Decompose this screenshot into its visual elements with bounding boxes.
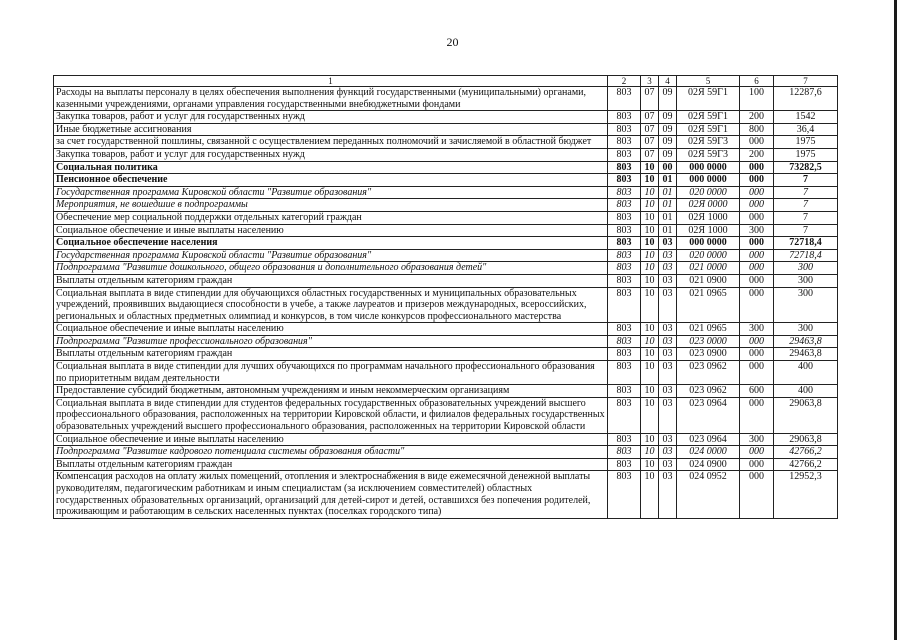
row-pr-cell: 01 [659,199,677,212]
row-sum-cell: 300 [774,262,838,275]
row-sum-cell: 29063,8 [774,433,838,446]
row-name-cell: Пенсионное обеспечение [54,174,608,187]
row-vr-cell: 100 [740,87,774,111]
row-ved-cell: 803 [608,262,641,275]
row-name-cell: Подпрограмма "Развитие профессионального образования" [54,335,608,348]
row-sum-cell: 1975 [774,148,838,161]
row-sum-cell: 72718,4 [774,237,838,250]
row-rz-cell: 10 [641,433,659,446]
row-sum-cell: 400 [774,385,838,398]
row-rz-cell: 07 [641,111,659,124]
row-rz-cell: 07 [641,87,659,111]
budget-table [53,75,838,519]
row-vr-cell: 200 [740,148,774,161]
row-rz-cell: 07 [641,136,659,149]
row-csr-cell: 000 0000 [677,174,740,187]
row-rz-cell: 10 [641,385,659,398]
row-ved-cell: 803 [608,361,641,385]
row-csr-cell: 023 0962 [677,361,740,385]
row-name-cell: Выплаты отдельным категориям граждан [54,348,608,361]
header-row [54,76,838,87]
row-vr-cell: 200 [740,111,774,124]
row-name-cell: Иные бюджетные ассигнования [54,123,608,136]
row-ved-cell: 803 [608,323,641,336]
row-csr-cell: 02Я 59Г1 [677,87,740,111]
row-vr-cell: 000 [740,446,774,459]
row-sum-cell: 300 [774,323,838,336]
row-csr-cell: 021 0900 [677,274,740,287]
row-pr-cell: 09 [659,111,677,124]
row-csr-cell: 02Я 59Г1 [677,123,740,136]
row-pr-cell: 03 [659,385,677,398]
row-rz-cell: 10 [641,199,659,212]
row-pr-cell: 03 [659,446,677,459]
col-header-vr: 6 [740,76,774,87]
row-name-cell: Социальное обеспечение населения [54,237,608,250]
row-ved-cell: 803 [608,458,641,471]
row-pr-cell: 03 [659,237,677,250]
row-pr-cell: 00 [659,161,677,174]
row-name-cell: Социальное обеспечение и иные выплаты населению [54,433,608,446]
row-vr-cell: 000 [740,335,774,348]
table-row [54,287,838,323]
row-sum-cell: 42766,2 [774,446,838,459]
row-ved-cell: 803 [608,211,641,224]
row-csr-cell: 02Я 0000 [677,199,740,212]
row-vr-cell: 000 [740,136,774,149]
row-rz-cell: 10 [641,186,659,199]
row-sum-cell: 7 [774,199,838,212]
table-body [54,87,838,519]
row-ved-cell: 803 [608,237,641,250]
row-ved-cell: 803 [608,385,641,398]
row-csr-cell: 020 0000 [677,186,740,199]
row-name-cell: Выплаты отдельным категориям граждан [54,274,608,287]
row-name-cell: Социальное обеспечение и иные выплаты населению [54,224,608,237]
row-name-cell: Компенсация расходов на оплату жилых помещений, отопления и электроснабжения в виде ежемесячной денежной выплаты руководителям, педагогическим работникам и иным специалистам (за исключением совместителей) областных государственных образовательных организаций, организаций для детей-сирот и детей, оставшихся без попечения родителей, проживающим и работающим в сельских населенных пунктах (поселках городского типа) [54,471,608,518]
table-row [54,161,838,174]
row-sum-cell: 29463,8 [774,335,838,348]
row-name-cell: Социальная политика [54,161,608,174]
row-vr-cell: 800 [740,123,774,136]
row-vr-cell: 000 [740,348,774,361]
row-ved-cell: 803 [608,348,641,361]
row-csr-cell: 024 0952 [677,471,740,518]
row-pr-cell: 03 [659,348,677,361]
row-name-cell: Подпрограмма "Развитие дошкольного, общего образования и дополнительного образования детей" [54,262,608,275]
row-ved-cell: 803 [608,433,641,446]
row-vr-cell: 000 [740,174,774,187]
row-vr-cell: 000 [740,471,774,518]
row-vr-cell: 300 [740,323,774,336]
table-row [54,348,838,361]
row-rz-cell: 10 [641,274,659,287]
row-csr-cell: 023 0962 [677,385,740,398]
table-row [54,323,838,336]
row-pr-cell: 09 [659,136,677,149]
row-sum-cell: 42766,2 [774,458,838,471]
table-row [54,111,838,124]
col-header-name: 1 [54,76,608,87]
row-pr-cell: 03 [659,287,677,323]
row-pr-cell: 01 [659,211,677,224]
table-row [54,174,838,187]
row-rz-cell: 10 [641,237,659,250]
row-ved-cell: 803 [608,186,641,199]
row-pr-cell: 03 [659,323,677,336]
row-rz-cell: 10 [641,287,659,323]
row-csr-cell: 023 0900 [677,348,740,361]
col-header-csr: 5 [677,76,740,87]
row-rz-cell: 10 [641,249,659,262]
row-rz-cell: 07 [641,148,659,161]
scan-edge [894,0,897,640]
row-pr-cell: 03 [659,471,677,518]
row-ved-cell: 803 [608,199,641,212]
table-row [54,224,838,237]
table-row [54,123,838,136]
row-pr-cell: 03 [659,458,677,471]
row-name-cell: Государственная программа Кировской области "Развитие образования" [54,186,608,199]
row-vr-cell: 600 [740,385,774,398]
row-pr-cell: 09 [659,87,677,111]
row-pr-cell: 01 [659,174,677,187]
row-pr-cell: 03 [659,262,677,275]
row-ved-cell: 803 [608,224,641,237]
row-sum-cell: 300 [774,274,838,287]
row-vr-cell: 000 [740,199,774,212]
row-ved-cell: 803 [608,148,641,161]
row-ved-cell: 803 [608,174,641,187]
row-name-cell: Социальная выплата в виде стипендии для обучающихся областных государственных и муниципальных образовательных учреждений, проявивших выдающиеся способности в учебе, а также лауреатов и призеров международных, всероссийских, региональных и областных предметных олимпиад и конкурсов, в том числе конкурсов профессионального мастерства [54,287,608,323]
row-name-cell: Предоставление субсидий бюджетным, автономным учреждениям и иным некоммерческим организациям [54,385,608,398]
row-name-cell: Государственная программа Кировской области "Развитие образования" [54,249,608,262]
row-sum-cell: 72718,4 [774,249,838,262]
row-ved-cell: 803 [608,123,641,136]
table-row [54,249,838,262]
table-row [54,148,838,161]
row-rz-cell: 10 [641,471,659,518]
table-row [54,446,838,459]
row-rz-cell: 07 [641,123,659,136]
row-csr-cell: 020 0000 [677,249,740,262]
row-sum-cell: 7 [774,211,838,224]
row-sum-cell: 36,4 [774,123,838,136]
row-csr-cell: 02Я 59Г3 [677,148,740,161]
table-row [54,87,838,111]
row-rz-cell: 10 [641,361,659,385]
row-ved-cell: 803 [608,335,641,348]
row-ved-cell: 803 [608,249,641,262]
row-sum-cell: 12952,3 [774,471,838,518]
row-sum-cell: 29063,8 [774,397,838,433]
row-name-cell: Социальная выплата в виде стипендии для студентов федеральных государственных образовательных учреждений высшего профессионального образования, расположенных на территории Кировской области, и филиалов федеральных государственных образовательных учреждений высшего профессионального образования, расположенных на территории Кировской области [54,397,608,433]
row-vr-cell: 000 [740,161,774,174]
row-sum-cell: 7 [774,186,838,199]
row-sum-cell: 400 [774,361,838,385]
table-row [54,262,838,275]
row-vr-cell: 000 [740,361,774,385]
col-header-ved: 2 [608,76,641,87]
row-rz-cell: 10 [641,458,659,471]
row-pr-cell: 03 [659,249,677,262]
row-pr-cell: 03 [659,397,677,433]
table-row [54,433,838,446]
table-row [54,458,838,471]
row-rz-cell: 10 [641,446,659,459]
page-number: 20 [446,35,459,49]
row-pr-cell: 01 [659,224,677,237]
table-row [54,335,838,348]
row-pr-cell: 03 [659,274,677,287]
row-vr-cell: 000 [740,262,774,275]
table-row [54,397,838,433]
row-name-cell: Социальное обеспечение и иные выплаты населению [54,323,608,336]
row-sum-cell: 73282,5 [774,161,838,174]
row-rz-cell: 10 [641,161,659,174]
table-row [54,361,838,385]
row-csr-cell: 023 0964 [677,397,740,433]
row-vr-cell: 300 [740,433,774,446]
row-sum-cell: 300 [774,287,838,323]
row-rz-cell: 10 [641,323,659,336]
row-vr-cell: 000 [740,287,774,323]
row-sum-cell: 12287,6 [774,87,838,111]
row-rz-cell: 10 [641,397,659,433]
row-rz-cell: 10 [641,224,659,237]
row-vr-cell: 000 [740,458,774,471]
row-vr-cell: 000 [740,237,774,250]
row-sum-cell: 1975 [774,136,838,149]
table-row [54,186,838,199]
row-pr-cell: 01 [659,186,677,199]
row-vr-cell: 000 [740,249,774,262]
row-pr-cell: 03 [659,361,677,385]
row-csr-cell: 02Я 59Г1 [677,111,740,124]
row-vr-cell: 000 [740,211,774,224]
row-sum-cell: 7 [774,174,838,187]
col-header-rz: 3 [641,76,659,87]
table-row [54,136,838,149]
row-ved-cell: 803 [608,287,641,323]
row-rz-cell: 10 [641,335,659,348]
row-ved-cell: 803 [608,446,641,459]
row-csr-cell: 023 0000 [677,335,740,348]
row-csr-cell: 021 0965 [677,287,740,323]
row-name-cell: Социальная выплата в виде стипендии для лучших обучающихся по программам начального профессионального образования по приоритетным видам деятельности [54,361,608,385]
row-ved-cell: 803 [608,397,641,433]
row-sum-cell: 7 [774,224,838,237]
table-row [54,385,838,398]
row-name-cell: за счет государственной пошлины, связанной с осуществлением переданных полномочий и зачисляемой в областной бюджет [54,136,608,149]
row-vr-cell: 000 [740,274,774,287]
row-vr-cell: 300 [740,224,774,237]
row-pr-cell: 03 [659,335,677,348]
row-csr-cell: 02Я 1000 [677,211,740,224]
row-ved-cell: 803 [608,161,641,174]
row-csr-cell: 024 0000 [677,446,740,459]
row-vr-cell: 000 [740,186,774,199]
table-header [54,76,838,87]
row-name-cell: Подпрограмма "Развитие кадрового потенциала системы образования области" [54,446,608,459]
row-rz-cell: 10 [641,262,659,275]
row-ved-cell: 803 [608,136,641,149]
row-name-cell: Закупка товаров, работ и услуг для государственных нужд [54,111,608,124]
row-csr-cell: 02Я 1000 [677,224,740,237]
row-csr-cell: 021 0965 [677,323,740,336]
row-name-cell: Закупка товаров, работ и услуг для государственных нужд [54,148,608,161]
row-csr-cell: 02Я 59Г3 [677,136,740,149]
row-csr-cell: 023 0964 [677,433,740,446]
row-pr-cell: 09 [659,123,677,136]
row-ved-cell: 803 [608,274,641,287]
row-csr-cell: 021 0000 [677,262,740,275]
row-name-cell: Обеспечение мер социальной поддержки отдельных категорий граждан [54,211,608,224]
row-csr-cell: 000 0000 [677,237,740,250]
col-header-pr: 4 [659,76,677,87]
row-ved-cell: 803 [608,111,641,124]
table-row [54,237,838,250]
col-header-sum: 7 [774,76,838,87]
row-name-cell: Расходы на выплаты персоналу в целях обеспечения выполнения функций государственными (муниципальными) органами, казенными учреждениями, органами управления государственными внебюджетными фондами [54,87,608,111]
row-ved-cell: 803 [608,471,641,518]
table-row [54,471,838,518]
row-rz-cell: 10 [641,211,659,224]
table-row [54,199,838,212]
row-csr-cell: 024 0900 [677,458,740,471]
row-vr-cell: 000 [740,397,774,433]
row-csr-cell: 000 0000 [677,161,740,174]
row-name-cell: Мероприятия, не вошедшие в подпрограммы [54,199,608,212]
row-ved-cell: 803 [608,87,641,111]
table-row [54,211,838,224]
row-sum-cell: 29463,8 [774,348,838,361]
row-pr-cell: 09 [659,148,677,161]
row-sum-cell: 1542 [774,111,838,124]
table-row [54,274,838,287]
row-name-cell: Выплаты отдельным категориям граждан [54,458,608,471]
row-rz-cell: 10 [641,174,659,187]
row-rz-cell: 10 [641,348,659,361]
row-pr-cell: 03 [659,433,677,446]
